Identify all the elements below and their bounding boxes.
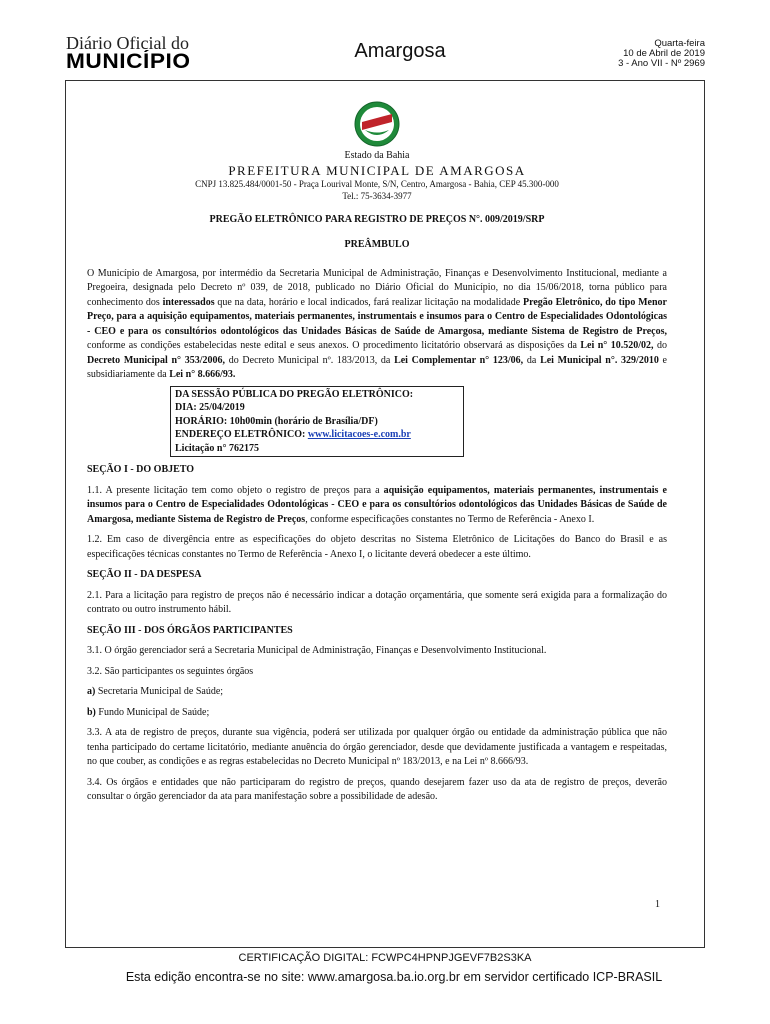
municipal-emblem-icon	[353, 100, 401, 148]
paragraph-1-1: 1.1. A presente licitação tem como objeto o registro de preços para a aquisição equipamentos, materiais permanentes, instrumentais e insumos para o Centro de Especialidades Odontológicas - CEO e para os consultórios odontológicos das Unidades Básicas de Saúde de Amargosa, mediante Sistema de Registro de Preços, conforme especificações constantes no Termo de Referência - Anexo I.	[87, 484, 667, 525]
list-item-a: a) Secretaria Municipal de Saúde;	[87, 686, 224, 697]
page-number: 1	[655, 899, 660, 910]
bid-number: Licitação n° 762175	[175, 442, 259, 454]
session-address: ENDEREÇO ELETRÔNICO: www.licitacoes-e.com.br	[175, 429, 411, 440]
list-item-b: b) Fundo Municipal de Saúde;	[87, 706, 210, 718]
gazette-logo	[66, 34, 196, 72]
session-date: DIA: 25/04/2019	[175, 402, 245, 413]
section-2-title: SEÇÃO II - DA DESPESA	[87, 569, 202, 580]
weekday: Quarta-feira	[654, 38, 705, 49]
logo-bottom-text: MUNICÍPIO	[66, 50, 191, 73]
session-info-box	[170, 386, 464, 458]
edition-date: 10 de Abril de 2019	[623, 48, 705, 59]
section-1-title: SEÇÃO I - DO OBJETO	[87, 464, 195, 475]
preamble-heading: PREÂMBULO	[344, 239, 410, 250]
prefeitura-title: PREFEITURA MUNICIPAL DE AMARGOSA	[228, 162, 526, 178]
document-title: PREGÃO ELETRÔNICO PARA REGISTRO DE PREÇOS N°. 009/2019/SRP	[209, 213, 545, 225]
state-name: Estado da Bahia	[344, 150, 410, 161]
paragraph-1-2: 1.2. Em caso de divergência entre as especificações do objeto descritas no Sistema Eletrônico de Licitações do Banco do Brasil e as especificações técnicas constantes no Termo de Referência - Anexo I, o licitante deverá obedecer a este último.	[87, 534, 667, 560]
edition-info	[618, 39, 705, 69]
city-name: Amargosa	[354, 40, 446, 62]
paragraph-2-1: 2.1. Para a licitação para registro de preços não é necessário indicar a dotação orçamentária, que somente será exigida para a formalização do contrato ou outro instrumento hábil.	[87, 589, 667, 615]
footer-site-notice: Esta edição encontra-se no site: www.amargosa.ba.io.org.br em servidor certificado ICP-BRASIL	[125, 970, 663, 984]
licitacoes-link[interactable]: www.licitacoes-e.com.br	[307, 429, 411, 440]
digital-certification: CERTIFICAÇÃO DIGITAL: FCWPC4HPNPJGEVF7B2S3KA	[238, 952, 532, 964]
session-heading: DA SESSÃO PÚBLICA DO PREGÃO ELETRÔNICO:	[175, 388, 414, 400]
session-time: HORÁRIO: 10h00min (horário de Brasília/DF)	[175, 415, 378, 427]
document-content	[87, 100, 667, 805]
paragraph-3-4: 3.4. Os órgãos e entidades que não participaram do registro de preços, quando desejarem fazer uso da ata de registro de preços, deverão consultar o órgão gerenciador da ata para manifestação sobre a possibilidade de adesão.	[87, 776, 667, 802]
logo-top-text: Diário Oficial do	[66, 33, 189, 53]
section-3-title: SEÇÃO III - DOS ÓRGÃOS PARTICIPANTES	[87, 624, 293, 636]
paragraph-3-2: 3.2. São participantes os seguintes órgãos	[87, 665, 254, 677]
gazette-header	[0, 0, 770, 78]
paragraph-3-1: 3.1. O órgão gerenciador será a Secretaria Municipal de Administração, Finanças e Desenvolvimento Institucional.	[87, 645, 547, 656]
paragraph-3-3: 3.3. A ata de registro de preços, durante sua vigência, poderá ser utilizada por qualquer órgão ou entidade da administração pública que não tenha participado do certame licitatório, mediante anuência do órgão gerenciador, desde que devidamente justificada a vantagem e respeitadas, no que couber, as condições e as regras estabelecidas no Decreto Municipal nº 183/2013, e na Lei nº 8.666/93.	[87, 727, 667, 767]
cnpj-address: CNPJ 13.825.484/0001-50 - Praça Lourival Monte, S/N, Centro, Amargosa - Bahia, CEP 45.300-000	[195, 178, 559, 189]
preamble-paragraph: O Município de Amargosa, por intermédio da Secretaria Municipal de Administração, Finanças e Desenvolvimento Institucional, mediante a Pregoeira, designada pelo Decreto nº 039, de 2018, publicado no Diário Oficial do Município, no dia 15/06/2018, torna público para conhecimento dos interessados que na data, horário e local indicados, fará realizar licitação na modalidade Pregão Eletrônico, do tipo Menor Preço, para a aquisição equipamentos, materiais permanentes, instrumentais e insumos para o Centro de Especialidades Odontológicas - CEO e para os consultórios odontológicos das Unidades Básicas de Saúde de Amargosa, mediante Sistema de Registro de Preços, conforme as condições estabelecidas neste edital e seus anexos. O procedimento licitatório observará as disposições da Lei n° 10.520/02, do Decreto Municipal n° 353/2006, do Decreto Municipal nº. 183/2013, da Lei Complementar n° 123/06, da Lei Municipal n°. 329/2010 e subsidiariamente da Lei n° 8.666/93.	[87, 267, 668, 380]
edition-number: 3 - Ano VII - Nº 2969	[618, 58, 705, 69]
telephone: Tel.: 75-3634-3977	[342, 190, 412, 201]
